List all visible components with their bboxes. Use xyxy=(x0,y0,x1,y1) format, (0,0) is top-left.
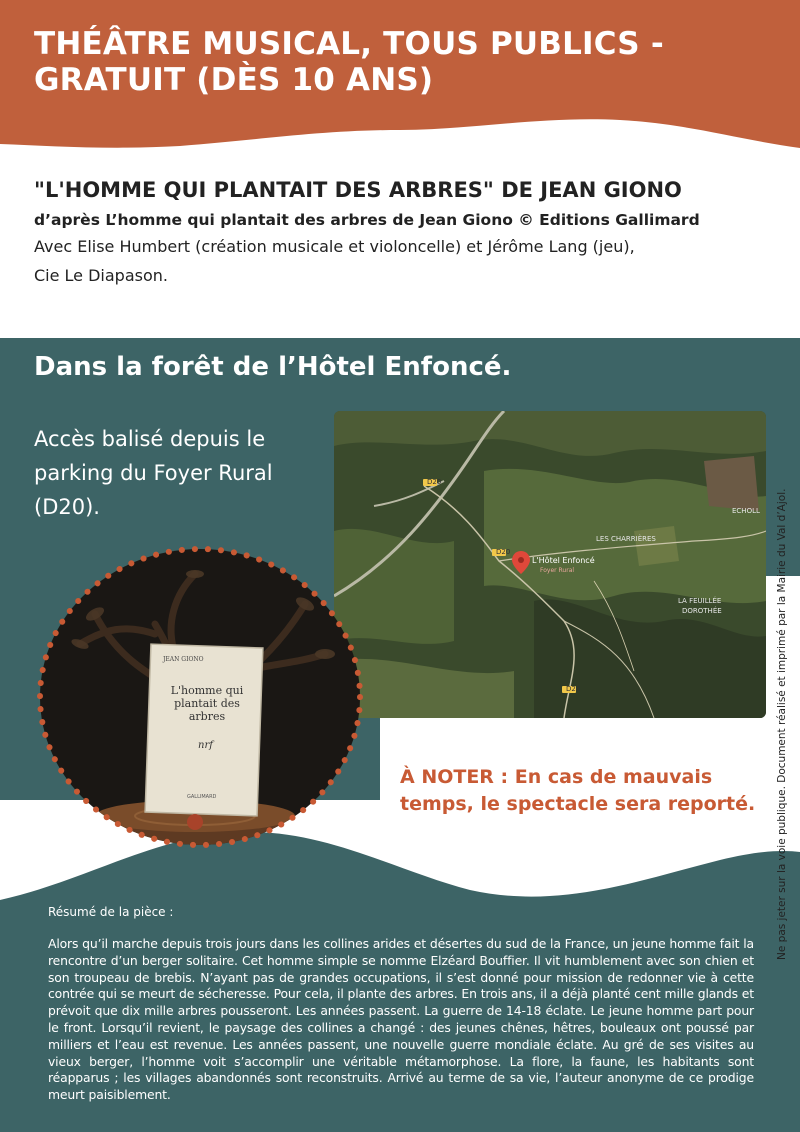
map-place-label: LES CHARRIÈRES xyxy=(596,535,656,543)
summary xyxy=(48,904,754,1104)
book-mark: nrf xyxy=(198,740,213,751)
map-road-label: D20 xyxy=(427,478,442,486)
access-text: Accès balisé depuis le parking du Foyer Rural (D20). xyxy=(34,427,273,519)
map-road-label: D20 xyxy=(566,685,581,693)
book-cover xyxy=(145,644,263,816)
book-photo xyxy=(35,544,365,850)
book-publisher: GALLIMARD xyxy=(187,794,217,800)
map-pin-label: L'Hôtel Enfoncé xyxy=(532,556,595,565)
show-title: "L'HOMME QUI PLANTAIT DES ARBRES" DE JEAN GIONO xyxy=(34,178,682,202)
map-pin-sublabel: Foyer Rural xyxy=(540,567,575,574)
side-legal-note: Ne pas jeter sur la voie publique. Document réalisé et imprimé par la Mairie du Val d’Ajol. xyxy=(776,488,788,960)
map-place-label: DOROTHÉE xyxy=(682,607,722,615)
cast-line-2: Cie Le Diapason. xyxy=(34,266,168,285)
map-place-label: ECHOLL xyxy=(732,507,760,515)
cast-line-1: Avec Elise Humbert (création musicale et violoncelle) et Jérôme Lang (jeu), xyxy=(34,237,635,256)
book-author: JEAN GIONO xyxy=(163,656,204,663)
show-subtitle: d’après L’homme qui plantait des arbres de Jean Giono © Editions Gallimard xyxy=(34,211,700,229)
book-title: L'homme qui plantait des arbres xyxy=(170,684,244,723)
summary-body: Alors qu’il marche depuis trois jours dans les collines arides et désertes du sud de la France, un jeune homme fait la rencontre d’un berger solitaire. Cet homme simple se nomme Elzéard Bouffier. Il vit humblement avec son chien et son troupeau de brebis. N’ayant pas de grandes occupations, il s’est donné pour mission de redonner vie à cette contrée qui se meurt de sécheresse. Pour cela, il plante des arbres. En trois ans, il a déjà planté cent mille glands et prévoit que dix mille arbres pousseront. Les années passent. La guerre de 14-18 éclate. Le jeune homme part pour le front. Lorsqu’il revient, le paysage des collines a changé : des jeunes chênes, hêtres, bouleaux ont poussé par milliers et l’eau est revenue. Les années passent, une nouvelle guerre mondiale éclate. Au gré de ses visites au vieux berger, l’homme voit s’accomplir une véritable métamorphose. La flore, la faune, les habitants sont réapparus ; les villages abandonnés sont reconstruits. Arrivé au terme de sa vie, l’auteur anonyme de ce prodige meurt paisiblement. xyxy=(48,936,754,1103)
header-title: THÉÂTRE MUSICAL, TOUS PUBLICS - GRATUIT (DÈS 10 ANS) xyxy=(34,26,664,98)
summary-heading: Résumé de la pièce : xyxy=(48,905,174,919)
weather-note: À NOTER : En cas de mauvais temps, le spectacle sera reporté. xyxy=(400,766,756,815)
location-map xyxy=(334,411,766,718)
location-title: Dans la forêt de l’Hôtel Enfoncé. xyxy=(34,352,512,382)
map-place-label: LA FEUILLÉE xyxy=(678,597,722,605)
map-road-label: D20 xyxy=(496,548,511,556)
